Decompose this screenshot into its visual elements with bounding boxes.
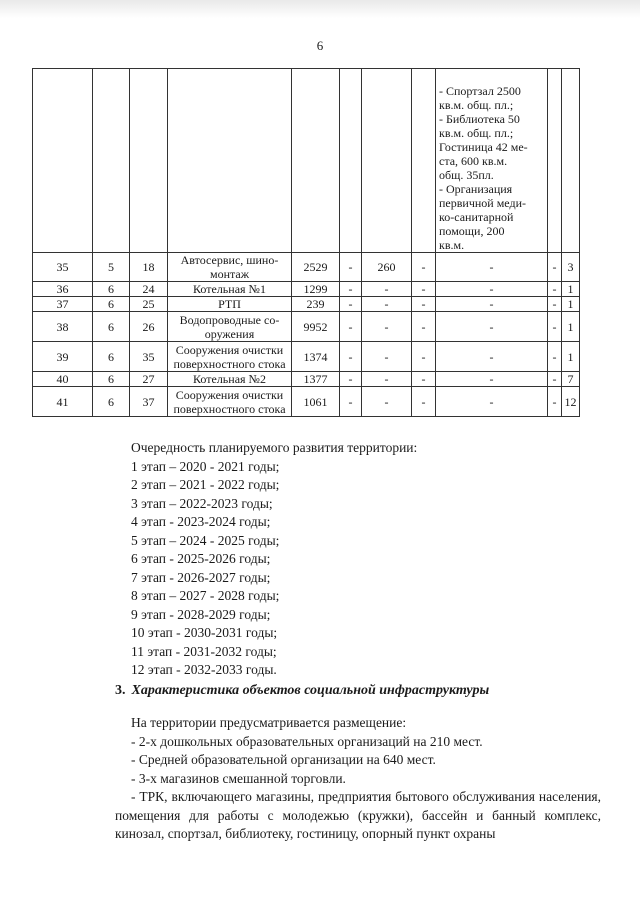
table-cell-c5: 1377 bbox=[292, 372, 340, 387]
table-cell-c4: РТП bbox=[168, 297, 292, 312]
table-cell-c9: - bbox=[436, 297, 548, 312]
table-cell-c10: - bbox=[548, 297, 562, 312]
table-row bbox=[33, 387, 580, 417]
table-cell-c11: 1 bbox=[562, 342, 580, 372]
scan-top-edge bbox=[0, 0, 640, 18]
table-cell-c11: 1 bbox=[562, 282, 580, 297]
table-cell-c3: 18 bbox=[130, 253, 168, 282]
section-item: - Средней образовательной организации на 640 мест. bbox=[131, 752, 436, 767]
table-row bbox=[33, 372, 580, 387]
stage-item: 11 этап - 2031-2032 годы; bbox=[131, 643, 277, 659]
table-cell-c8: - bbox=[412, 312, 436, 342]
table-cell-c8: - bbox=[412, 342, 436, 372]
table-row bbox=[33, 69, 580, 253]
table-cell-c2: 6 bbox=[93, 372, 130, 387]
stage-item: 6 этап - 2025-2026 годы; bbox=[131, 551, 271, 566]
table-cell-c10: - bbox=[548, 387, 562, 417]
table-cell-c9: - bbox=[436, 387, 548, 417]
table-cell-c9: - bbox=[436, 312, 548, 342]
table-row bbox=[33, 342, 580, 372]
table-cell-c1: 36 bbox=[33, 282, 93, 297]
table-cell-c11: 1 bbox=[562, 312, 580, 342]
table-cell-c1: 38 bbox=[33, 312, 93, 342]
table-cell-c9: - bbox=[436, 342, 548, 372]
table-cell-c10: - bbox=[548, 372, 562, 387]
table-cell-c5: 1374 bbox=[292, 342, 340, 372]
table-cell-c4: Сооружения очистки поверхностного стока bbox=[168, 387, 292, 417]
table-cell-c2: 5 bbox=[93, 253, 130, 282]
table-cell-c6: - bbox=[340, 282, 362, 297]
section-heading bbox=[115, 683, 489, 699]
table-cell-c5: 239 bbox=[292, 297, 340, 312]
table-cell-c4: Автосервис, шино- монтаж bbox=[168, 253, 292, 282]
table-cell-c8: - bbox=[412, 372, 436, 387]
stage-item: 3 этап – 2022-2023 годы; bbox=[131, 495, 273, 511]
table-cell-c4: Водопроводные со- оружения bbox=[168, 312, 292, 342]
section-title: Характеристика объектов социальной инфраструктуры bbox=[131, 683, 490, 698]
table-cell-c7: 260 bbox=[362, 253, 412, 282]
table-cell-c2: 6 bbox=[93, 342, 130, 372]
section-item: - ТРК, включающего магазины, предприятия бытового обслуживания населения, помещения для работы с молодежью (кружки), бассейн и банный комплекс, кинозал, спортзал, библиотеку, гостиницу, опорный пункт охраны bbox=[115, 789, 601, 841]
stage-item: 9 этап - 2028-2029 годы; bbox=[131, 606, 271, 622]
table-cell-c8: - bbox=[412, 297, 436, 312]
table-cell-c4: Котельная №2 bbox=[168, 372, 292, 387]
table-cell-c5: 2529 bbox=[292, 253, 340, 282]
objects-table bbox=[32, 68, 580, 417]
table-row bbox=[33, 312, 580, 342]
table-cell-c10: - bbox=[548, 282, 562, 297]
table-cell-c4: Котельная №1 bbox=[168, 282, 292, 297]
table-cell-c3: 24 bbox=[130, 282, 168, 297]
table-cell-c3: 26 bbox=[130, 312, 168, 342]
table-cell-c6: - bbox=[340, 372, 362, 387]
table-row bbox=[33, 282, 580, 297]
table-cell-c7: - bbox=[362, 282, 412, 297]
table-cell-c9: - bbox=[436, 372, 548, 387]
table-row bbox=[33, 297, 580, 312]
table-cell-c6: - bbox=[340, 342, 362, 372]
section-item: - 2-х дошкольных образовательных организаций на 210 мест. bbox=[131, 733, 483, 749]
table-cell-c10: - bbox=[548, 253, 562, 282]
table-cell-c1: 37 bbox=[33, 297, 93, 312]
table-cell-c1: 35 bbox=[33, 253, 93, 282]
table-cell-c2: 6 bbox=[93, 387, 130, 417]
table-cell-c3: 27 bbox=[130, 372, 168, 387]
table-cell-c3: 37 bbox=[130, 387, 168, 417]
facility-description-cell: - Спортзал 2500 кв.м. общ. пл.; - Библиотека 50 кв.м. общ. пл.; Гостиница 42 ме- ста, 600 кв.м. общ. 35пл. - Организация первичной меди- ко-санитарной помощи, 200 кв.м. bbox=[436, 69, 548, 253]
stage-item: 8 этап – 2027 - 2028 годы; bbox=[131, 588, 280, 603]
section-number: 3. bbox=[115, 683, 126, 698]
table-cell-c1: 41 bbox=[33, 387, 93, 417]
table-cell-c11: 1 bbox=[562, 297, 580, 312]
table-cell-c10: - bbox=[548, 312, 562, 342]
page-number: 6 bbox=[316, 38, 324, 53]
table-cell-c7: - bbox=[362, 342, 412, 372]
table-cell-c11: 3 bbox=[562, 253, 580, 282]
development-stages bbox=[131, 439, 417, 680]
section-body bbox=[115, 714, 601, 844]
stages-heading: Очередность планируемого развития территории: bbox=[131, 440, 418, 455]
table-cell-c6: - bbox=[340, 253, 362, 282]
stage-list bbox=[131, 458, 417, 680]
table-cell-c8: - bbox=[412, 387, 436, 417]
table-cell-c11: 12 bbox=[562, 387, 580, 417]
table-cell-c4: Сооружения очистки поверхностного стока bbox=[168, 342, 292, 372]
table-cell-c3: 25 bbox=[130, 297, 168, 312]
stage-item: 4 этап - 2023-2024 годы; bbox=[131, 514, 271, 529]
table-cell-c5: 9952 bbox=[292, 312, 340, 342]
table-cell-c11: 7 bbox=[562, 372, 580, 387]
table-cell-c1: 40 bbox=[33, 372, 93, 387]
table-cell-c2: 6 bbox=[93, 312, 130, 342]
table-cell-c3: 35 bbox=[130, 342, 168, 372]
table-cell-c6: - bbox=[340, 297, 362, 312]
table-cell-c9: - bbox=[436, 282, 548, 297]
table-row bbox=[33, 253, 580, 282]
stage-item: 10 этап - 2030-2031 годы; bbox=[131, 625, 278, 640]
table-cell-c1: 39 bbox=[33, 342, 93, 372]
table-cell-c5: 1061 bbox=[292, 387, 340, 417]
stage-item: 1 этап – 2020 - 2021 годы; bbox=[131, 458, 280, 474]
section-items bbox=[115, 733, 601, 844]
table-cell-c7: - bbox=[362, 297, 412, 312]
table-cell-c7: - bbox=[362, 387, 412, 417]
table-cell-c10: - bbox=[548, 342, 562, 372]
table-cell-c9: - bbox=[436, 253, 548, 282]
table-cell-c8: - bbox=[412, 282, 436, 297]
table-cell-c2: 6 bbox=[93, 297, 130, 312]
table-cell-c7: - bbox=[362, 312, 412, 342]
table-cell-c6: - bbox=[340, 312, 362, 342]
table-cell-c8: - bbox=[412, 253, 436, 282]
stage-item: 7 этап - 2026-2027 годы; bbox=[131, 569, 271, 585]
stage-item: 2 этап – 2021 - 2022 годы; bbox=[131, 477, 280, 492]
section-intro: На территории предусматривается размещение: bbox=[131, 715, 407, 730]
section-item: - 3-х магазинов смешанной торговли. bbox=[131, 770, 346, 786]
table-cell-c5: 1299 bbox=[292, 282, 340, 297]
table-cell-c6: - bbox=[340, 387, 362, 417]
stage-item: 12 этап - 2032-2033 годы. bbox=[131, 662, 277, 677]
table-cell-c2: 6 bbox=[93, 282, 130, 297]
table-cell-c7: - bbox=[362, 372, 412, 387]
stage-item: 5 этап – 2024 - 2025 годы; bbox=[131, 532, 280, 548]
